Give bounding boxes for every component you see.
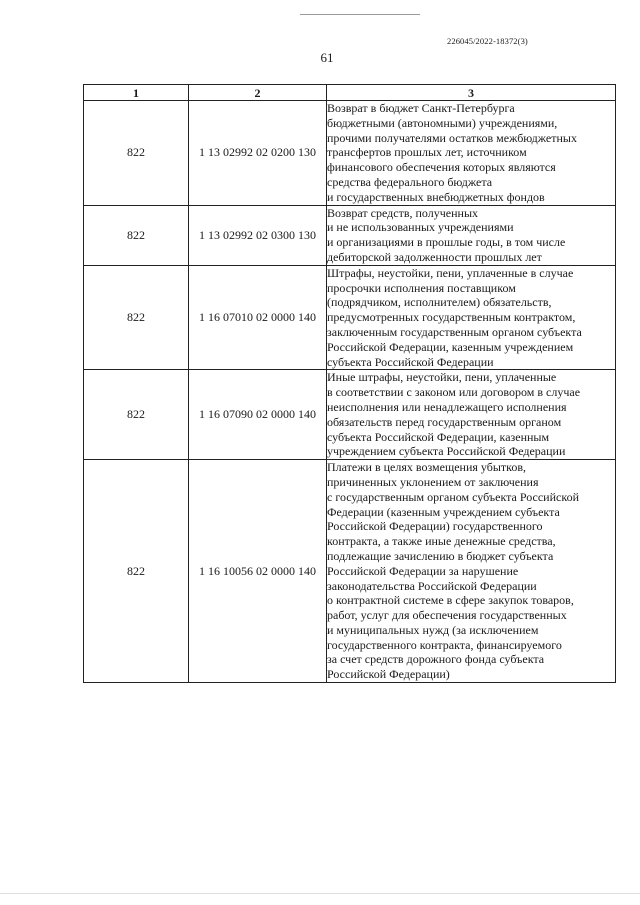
description-line: бюджетными (автономными) учреждениями,: [327, 115, 558, 130]
description-line: субъекта Российской Федерации, казенным: [327, 429, 550, 444]
description-line: работ, услуг для обеспечения государственных: [327, 608, 567, 623]
income-description-cell: [327, 460, 616, 683]
description-line: Платежи в целях возмещения убытков,: [327, 460, 527, 475]
scan-top-rule: [300, 14, 420, 15]
description-line: Возврат средств, полученных: [327, 205, 479, 220]
description-line: Российской Федерации): [327, 667, 450, 682]
scan-bottom-edge: [0, 893, 640, 894]
administrator-code-cell: 822: [84, 205, 189, 265]
description-line: и муниципальных нужд (за исключением: [327, 622, 539, 637]
description-line: субъекта Российской Федерации: [327, 354, 494, 369]
table-row: [84, 265, 616, 370]
administrator-code-cell: 822: [84, 265, 189, 370]
description-line: заключенным государственным органом субъекта: [327, 324, 582, 339]
administrator-code-cell: 822: [84, 460, 189, 683]
table-row: [84, 460, 616, 683]
description-line: неисполнения или ненадлежащего исполнения: [327, 399, 567, 414]
description-line: финансового обеспечения которых являются: [327, 160, 556, 175]
income-description-cell: [327, 265, 616, 370]
document-id: 226045/2022-18372(3): [447, 36, 528, 46]
description-line: в соответствии с законом или договором в случае: [327, 385, 581, 400]
administrator-code-cell: 822: [84, 370, 189, 460]
column-header-1: 1: [84, 85, 189, 101]
description-line: обязательств перед государственным органом: [327, 414, 562, 429]
description-line: Возврат в бюджет Санкт-Петербурга: [327, 101, 515, 115]
description-line: Иные штрафы, неустойки, пени, уплаченные: [327, 370, 557, 385]
description-line: дебиторской задолженности прошлых лет: [327, 249, 542, 264]
description-line: предусмотренных государственным контрактом,: [327, 310, 576, 325]
table-row: [84, 101, 616, 206]
budget-classification-code-cell: 1 13 02992 02 0300 130: [189, 205, 327, 265]
column-header-3: 3: [327, 85, 616, 101]
description-line: и государственных внебюджетных фондов: [327, 189, 545, 204]
income-description-cell: [327, 101, 616, 206]
description-line: (подрядчиком, исполнителем) обязательств,: [327, 295, 552, 310]
table-body: [84, 101, 616, 683]
description-line: Российской Федерации, казенным учреждением: [327, 339, 574, 354]
description-line: государственного контракта, финансируемого: [327, 637, 562, 652]
description-line: прочими получателями остатков межбюджетных: [327, 130, 577, 145]
page-number: 61: [320, 50, 334, 65]
description-line: причиненных уклонением от заключения: [327, 474, 539, 489]
description-line: Российской Федерации за нарушение: [327, 563, 519, 578]
budget-classification-code-cell: 1 13 02992 02 0200 130: [189, 101, 327, 206]
description-line: трансфертов прошлых лет, источником: [327, 145, 527, 160]
description-line: средства федерального бюджета: [327, 174, 493, 189]
table-row: [84, 205, 616, 265]
description-line: просрочки исполнения поставщиком: [327, 280, 516, 295]
description-line: Штрафы, неустойки, пени, уплаченные в случае: [327, 265, 574, 280]
income-description-cell: [327, 205, 616, 265]
column-header-2: 2: [189, 85, 327, 101]
description-line: законодательства Российской Федерации: [327, 578, 537, 593]
description-line: за счет средств дорожного фонда субъекта: [327, 652, 545, 667]
budget-classification-code-cell: 1 16 07090 02 0000 140: [189, 370, 327, 460]
table-header: [84, 85, 616, 101]
description-line: контракта, а также иные денежные средства,: [327, 534, 556, 549]
budget-codes-table: [83, 84, 616, 683]
budget-classification-code-cell: 1 16 07010 02 0000 140: [189, 265, 327, 370]
description-line: и организациями в прошлые годы, в том числе: [327, 235, 566, 250]
description-line: учреждением субъекта Российской Федерации: [327, 444, 566, 459]
income-description-cell: [327, 370, 616, 460]
description-line: о контрактной системе в сфере закупок товаров,: [327, 593, 574, 608]
description-line: Федерации (казенным учреждением субъекта: [327, 504, 560, 519]
table-row: [84, 370, 616, 460]
administrator-code-cell: 822: [84, 101, 189, 206]
description-line: Российской Федерации) государственного: [327, 519, 543, 534]
budget-classification-code-cell: 1 16 10056 02 0000 140: [189, 460, 327, 683]
table-header-row: [84, 85, 616, 101]
description-line: и не использованных учреждениями: [327, 220, 514, 235]
description-line: с государственным органом субъекта Российской: [327, 489, 579, 504]
description-line: подлежащие зачислению в бюджет субъекта: [327, 548, 554, 563]
